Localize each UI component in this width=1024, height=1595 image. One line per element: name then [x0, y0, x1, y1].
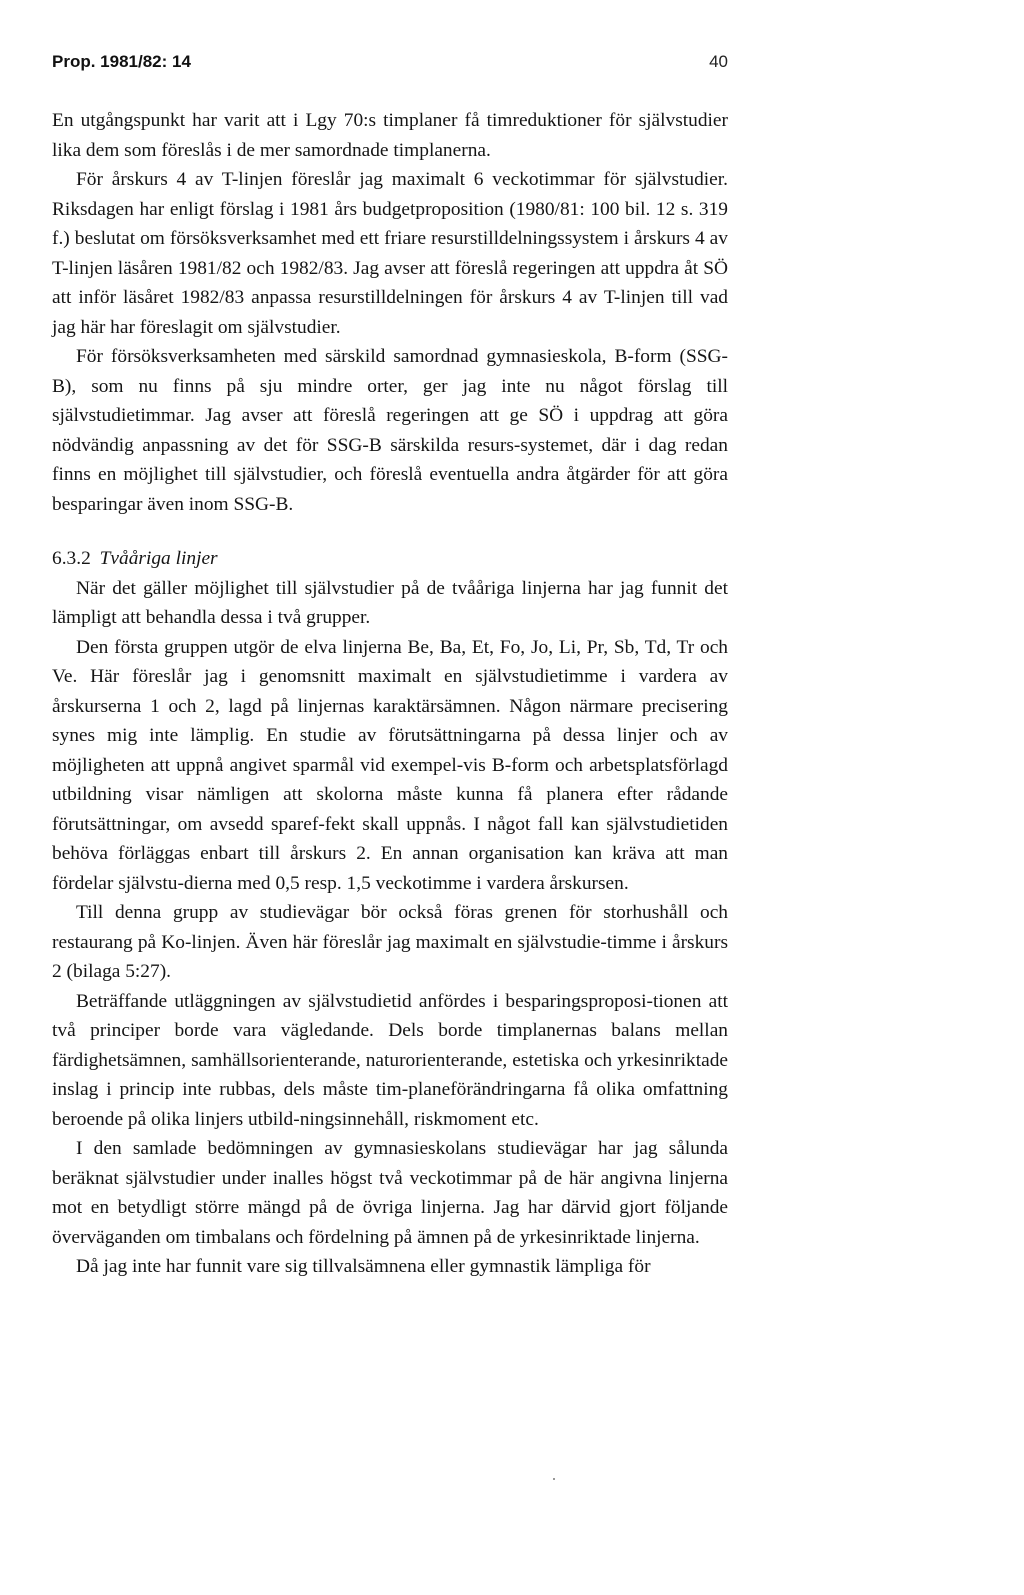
- section-number: 6.3.2: [52, 548, 91, 569]
- body-text: [52, 106, 728, 1282]
- paragraph: Till denna grupp av studievägar bör också föras grenen för storhushåll och restaurang på Ko-linjen. Även här föreslår jag maximalt en självstudie-timme i årskurs 2 (bilaga 5:27).: [52, 902, 728, 982]
- paragraph: Den första gruppen utgör de elva linjerna Be, Ba, Et, Fo, Jo, Li, Pr, Sb, Td, Tr och Ve. Här föreslår jag i genomsnitt maximalt en självstudietimme i vardera av årskurserna 1 och 2, lagd på linjernas karaktärsämnen. Någon närmare precisering synes mig inte lämplig. En studie av förutsättningarna på dessa linjer och av möjligheten att uppnå angivet sparmål vid exempel-vis B-form och arbetsplatsförlagd utbildning visar nämligen att skolorna måste kunna få planera efter rådande förutsättningar, om avsedd sparef-fekt skall uppnås. I något fall kan självstudietiden behöva förläggas enbart till årskurs 2. En annan organisation kan kräva att man fördelar självstu-dierna med 0,5 resp. 1,5 veckotimme i vardera årskursen.: [52, 636, 728, 894]
- paragraph: För årskurs 4 av T-linjen föreslår jag maximalt 6 veckotimmar för självstudier. Riksdagen har enligt förslag i 1981 års budgetproposition (1980/81: 100 bil. 12 s. 319 f.) beslutat om försöksverksamhet med ett friare resurstilldelningssystem i årskurs 4 av T-linjen läsåren 1981/82 och 1982/83. Jag avser att föreslå regeringen att uppdra åt SÖ att inför läsåret 1982/83 anpassa resurstilldelningen för årskurs 4 av T-linjen till vad jag här har föreslagit om självstudier.: [52, 169, 728, 338]
- scan-speck: [553, 1478, 555, 1480]
- paragraph: I den samlade bedömningen av gymnasieskolans studievägar har jag sålunda beräknat självstudier under inalles högst två veckotimmar på de här angivna linjerna mot en betydligt större mängd på de övriga linjerna. Jag har därvid gjort följande överväganden om timbalans och fördelning på ämnen på de yrkesinriktade linjerna.: [52, 1138, 728, 1248]
- section-heading: [52, 544, 728, 574]
- paragraph: En utgångspunkt har varit att i Lgy 70:s timplaner få timreduktioner för självstudier lika dem som föreslås i de mer samordnade timplanerna.: [52, 110, 728, 161]
- paragraph: För försöksverksamheten med särskild samordnad gymnasieskola, B-form (SSG-B), som nu finns på sju mindre orter, ger jag inte nu något förslag till självstudietimmar. Jag avser att föreslå regeringen att ge SÖ i uppdrag att göra nödvändig anpassning av det för SSG-B särskilda resurs-systemet, där i dag redan finns en möjlighet till självstudier, och föreslå eventuella andra åtgärder för att göra besparingar även inom SSG-B.: [52, 346, 728, 515]
- paragraph: Då jag inte har funnit vare sig tillvalsämnena eller gymnastik lämpliga för: [76, 1256, 651, 1277]
- page-header: [52, 50, 728, 74]
- page-number: 40: [709, 52, 728, 71]
- paragraph: När det gäller möjlighet till självstudier på de tvååriga linjerna har jag funnit det lämpligt att behandla dessa i två grupper.: [52, 577, 728, 628]
- proposition-reference: Prop. 1981/82: 14: [52, 52, 191, 71]
- section-title: Tvååriga linjer: [99, 548, 218, 569]
- paragraph: Beträffande utläggningen av självstudietid anfördes i besparingsproposi-tionen att två principer borde vara vägledande. Dels borde timplanernas balans mellan färdighetsämnen, samhällsorienterande, naturorienterande, estetiska och yrkesinriktade inslag i princip inte rubbas, dels måste tim-planeförändringarna få olika omfattning beroende på olika linjers utbild-ningsinnehåll, riskmoment etc.: [52, 990, 728, 1130]
